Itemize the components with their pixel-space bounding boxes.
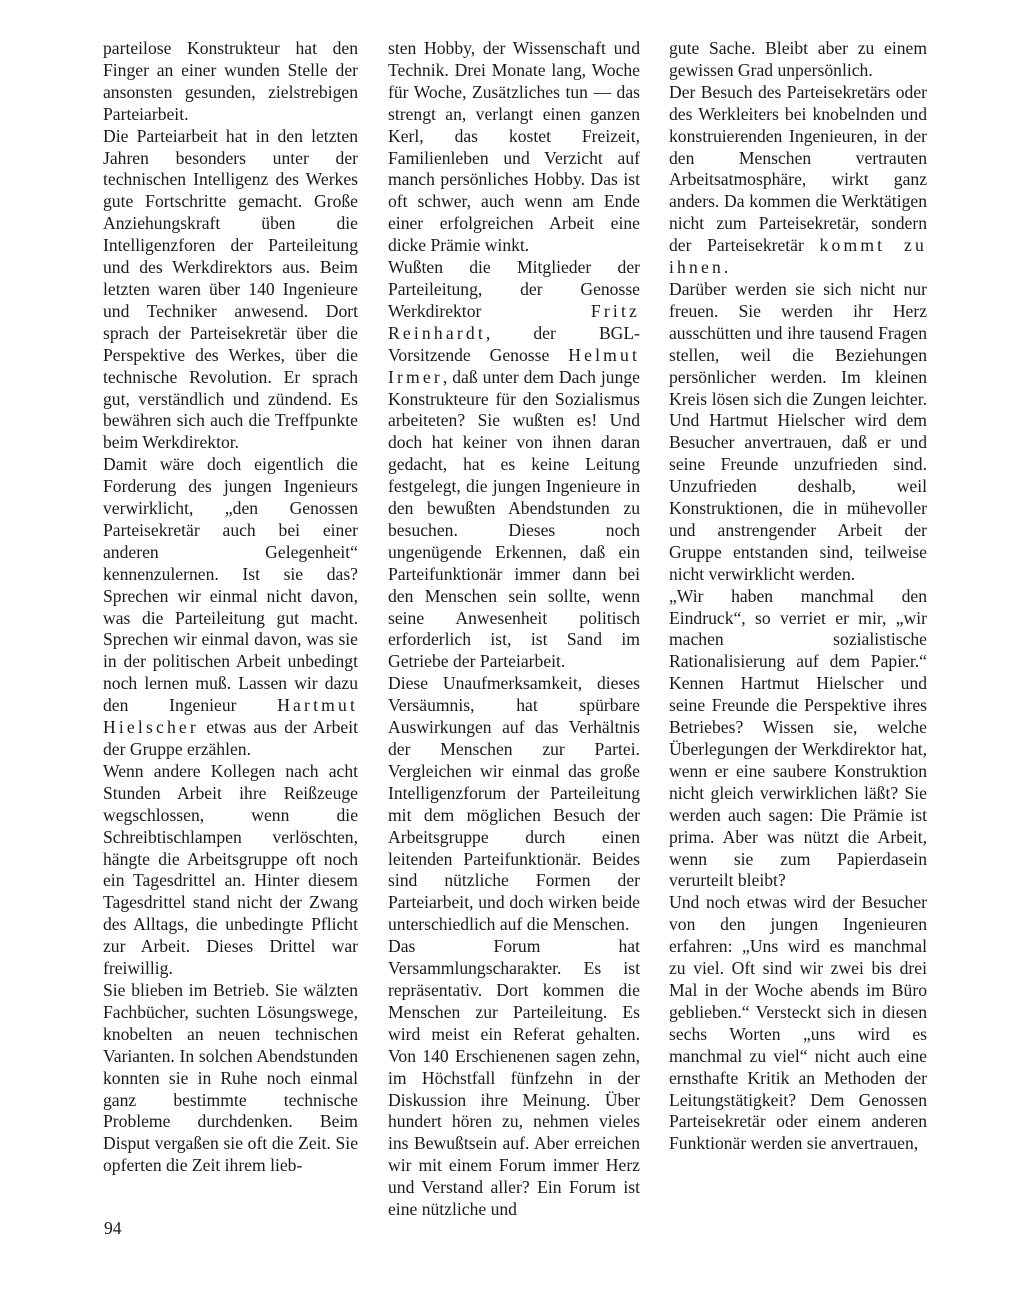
text-column-1	[103, 38, 358, 1177]
paragraph	[388, 257, 640, 673]
page-number: 94	[104, 1218, 122, 1238]
paragraph-text: etwas aus der Arbeit der Gruppe erzählen.	[103, 717, 358, 759]
paragraph: sten Hobby, der Wissenschaft und Technik. Drei Monate lang, Woche für Woche, Zusätzliches tun — das strengt an, verlangt einen ganzen Kerl, das kostet Freizeit, Familienleben und Verzicht auf manch persönliches Hobby. Das ist oft schwer, auch wenn am Ende einer erfolgreichen Arbeit eine dicke Prämie winkt.	[388, 38, 640, 256]
paragraph: gute Sache. Bleibt aber zu einem gewissen Grad unpersönlich.	[669, 38, 927, 80]
paragraph: Die Parteiarbeit hat in den letzten Jahren besonders unter der technischen Intelligenz des Werkes gute Fortschritte gemacht. Große Anziehungskraft üben die Intelligenzforen der Parteileitung und des Werkdirektors aus. Beim letzten waren über 140 Ingenieure und Techniker anwesend. Dort sprach der Parteisekretär über die Perspektive des Werkes, über die technische Revolution. Er sprach gut, verständlich und zündend. Es bewähren sich auch die Treffpunkte beim Werkdirektor.	[103, 125, 358, 453]
paragraph: Darüber werden sie sich nicht nur freuen. Sie werden ihr Herz ausschütten und ihre tausend Fragen stellen, weil die Beziehungen persönlicher werden. Im kleinen Kreis lösen sich die Zungen leichter. Und Hartmut Hielscher wird dem Besucher anvertrauen, daß er und seine Freunde unzufrieden sind. Unzufrieden deshalb, weil Konstruktionen, die in mühevoller und anstrengender Arbeit der Gruppe entstanden sind, teilweise nicht verwirklicht werden.	[669, 278, 927, 584]
spaced-name: Helmut Irmer	[388, 344, 640, 387]
paragraph: „Wir haben manchmal den Eindruck“, so verriet er mir, „wir machen sozialistische Rationalisierung auf dem Papier.“ Kennen Hartmut Hielscher und seine Freunde die Perspektive ihres Betriebes? Wissen sie, welche Überlegungen der Werkdirektor hat, wenn er eine saubere Konstruktion nicht gleich verwirklichen läßt? Sie werden auch sagen: Die Prämie ist prima. Aber was nützt die Arbeit, wenn sie zum Papierdasein verurteilt bleibt?	[669, 585, 927, 891]
spaced-phrase: kommt zu ihnen.	[669, 235, 928, 278]
text-column-2	[388, 38, 640, 1221]
paragraph: parteilose Konstrukteur hat den Finger an einer wunden Stelle der ansonsten gesunden, zielstrebigen Parteiarbeit.	[103, 38, 358, 124]
paragraph-text: Der Besuch des Parteisekretärs oder des Werkleiters bei knobelnden und konstruierenden Ingenieuren, in der den Menschen vertrauten Arbeitsatmosphäre, wirkt ganz anders. Da kommen die Werktätigen nicht zum Parteisekretär, sondern der Parteisekretär	[669, 81, 927, 256]
paragraph-text: Damit wäre doch eigentlich die Forderung des jungen Ingenieurs verwirklicht, „den Genossen Parteisekretär auch bei einer anderen Gelegenheit“ kennenzulernen. Ist sie das? Sprechen wir einmal nicht davon, was die Parteileitung gut macht. Sprechen wir einmal davon, was sie in der politischen Arbeit unbedingt noch lernen muß. Lassen wir dazu den Ingenieur	[103, 454, 358, 716]
paragraph-text: , der BGL-Vorsitzende Genosse	[388, 322, 640, 365]
paragraph: Das Forum hat Versammlungscharakter. Es ist repräsentativ. Dort kommen die Menschen zur Parteileitung. Es wird meist ein Referat gehalten. Von 140 Erschienenen sagen zehn, im Höchstfall fünfzehn in der Diskussion ihre Meinung. Über hundert hören zu, nehmen vieles ins Bewußtsein auf. Aber erreichen wir mit einem Forum immer Herz und Verstand aller? Ein Forum ist eine nützliche und	[388, 936, 640, 1220]
spaced-name: Hartmut Hielscher	[103, 695, 358, 738]
paragraph-text: Wußten die Mitglieder der Parteileitung, der Genosse Werkdirektor	[388, 257, 640, 321]
paragraph: Wenn andere Kollegen nach acht Stunden Arbeit ihre Reißzeuge wegschlossen, wenn die Schreibtischlampen verlöschten, hängte die Arbeitsgruppe oft noch ein Tagesdrittel an. Hinter diesem Tagesdrittel stand nicht der Zwang des Alltags, die unbedingte Pflicht zur Arbeit. Dieses Drittel war freiwillig.	[103, 760, 358, 979]
paragraph: Diese Unaufmerksamkeit, dieses Versäumnis, hat spürbare Auswirkungen auf das Verhältnis der Menschen zur Partei. Vergleichen wir einmal das große Intelligenzforum der Parteileitung mit dem möglichen Besuch der Arbeitsgruppe durch einen leitenden Parteifunktionär. Beides sind nützliche Formen der Parteiarbeit, und doch wirken beide unterschiedlich auf die Menschen.	[388, 673, 640, 935]
paragraph	[103, 454, 358, 761]
spaced-name: Fritz Reinhardt	[388, 300, 640, 343]
paragraph	[669, 82, 927, 279]
paragraph: Und noch etwas wird der Besucher von den jungen Ingenieuren erfahren: „Uns wird es manchmal zu viel. Oft sind wir zwei bis drei Mal in der Woche abends im Büro geblieben.“ Versteckt sich in diesen sechs Worten „uns wird es manchmal zu viel“ nicht auch eine ernsthafte Kritik an Methoden der Leitungstätigkeit? Dem Genossen Parteisekretär oder einem anderen Funktionär werden sie anvertrauen,	[669, 892, 927, 1154]
paragraph: Sie blieben im Betrieb. Sie wälzten Fachbücher, suchten Lösungswege, knobelten an neuen technischen Varianten. In solchen Abendstunden konnten sie in Ruhe noch einmal ganz bestimmte technische Probleme durchdenken. Beim Disput vergaßen sie oft die Zeit. Sie opferten die Zeit ihrem lieb-	[103, 979, 358, 1176]
paragraph-text: , daß unter dem Dach junge Konstrukteure für den Sozialismus arbeiteten? Sie wußten es! Und doch hat keiner von ihnen daran gedacht, hat es keine Leitung festgelegt, die jungen Ingenieure in den bewußten Abendstunden zu besuchen. Dieses noch ungenügende Erkennen, daß ein Parteifunktionär immer dann bei den Menschen sein sollte, wenn seine Anwesenheit politisch erforderlich ist, ist Sand im Getriebe der Parteiarbeit.	[388, 366, 640, 672]
text-column-3	[669, 38, 927, 1155]
